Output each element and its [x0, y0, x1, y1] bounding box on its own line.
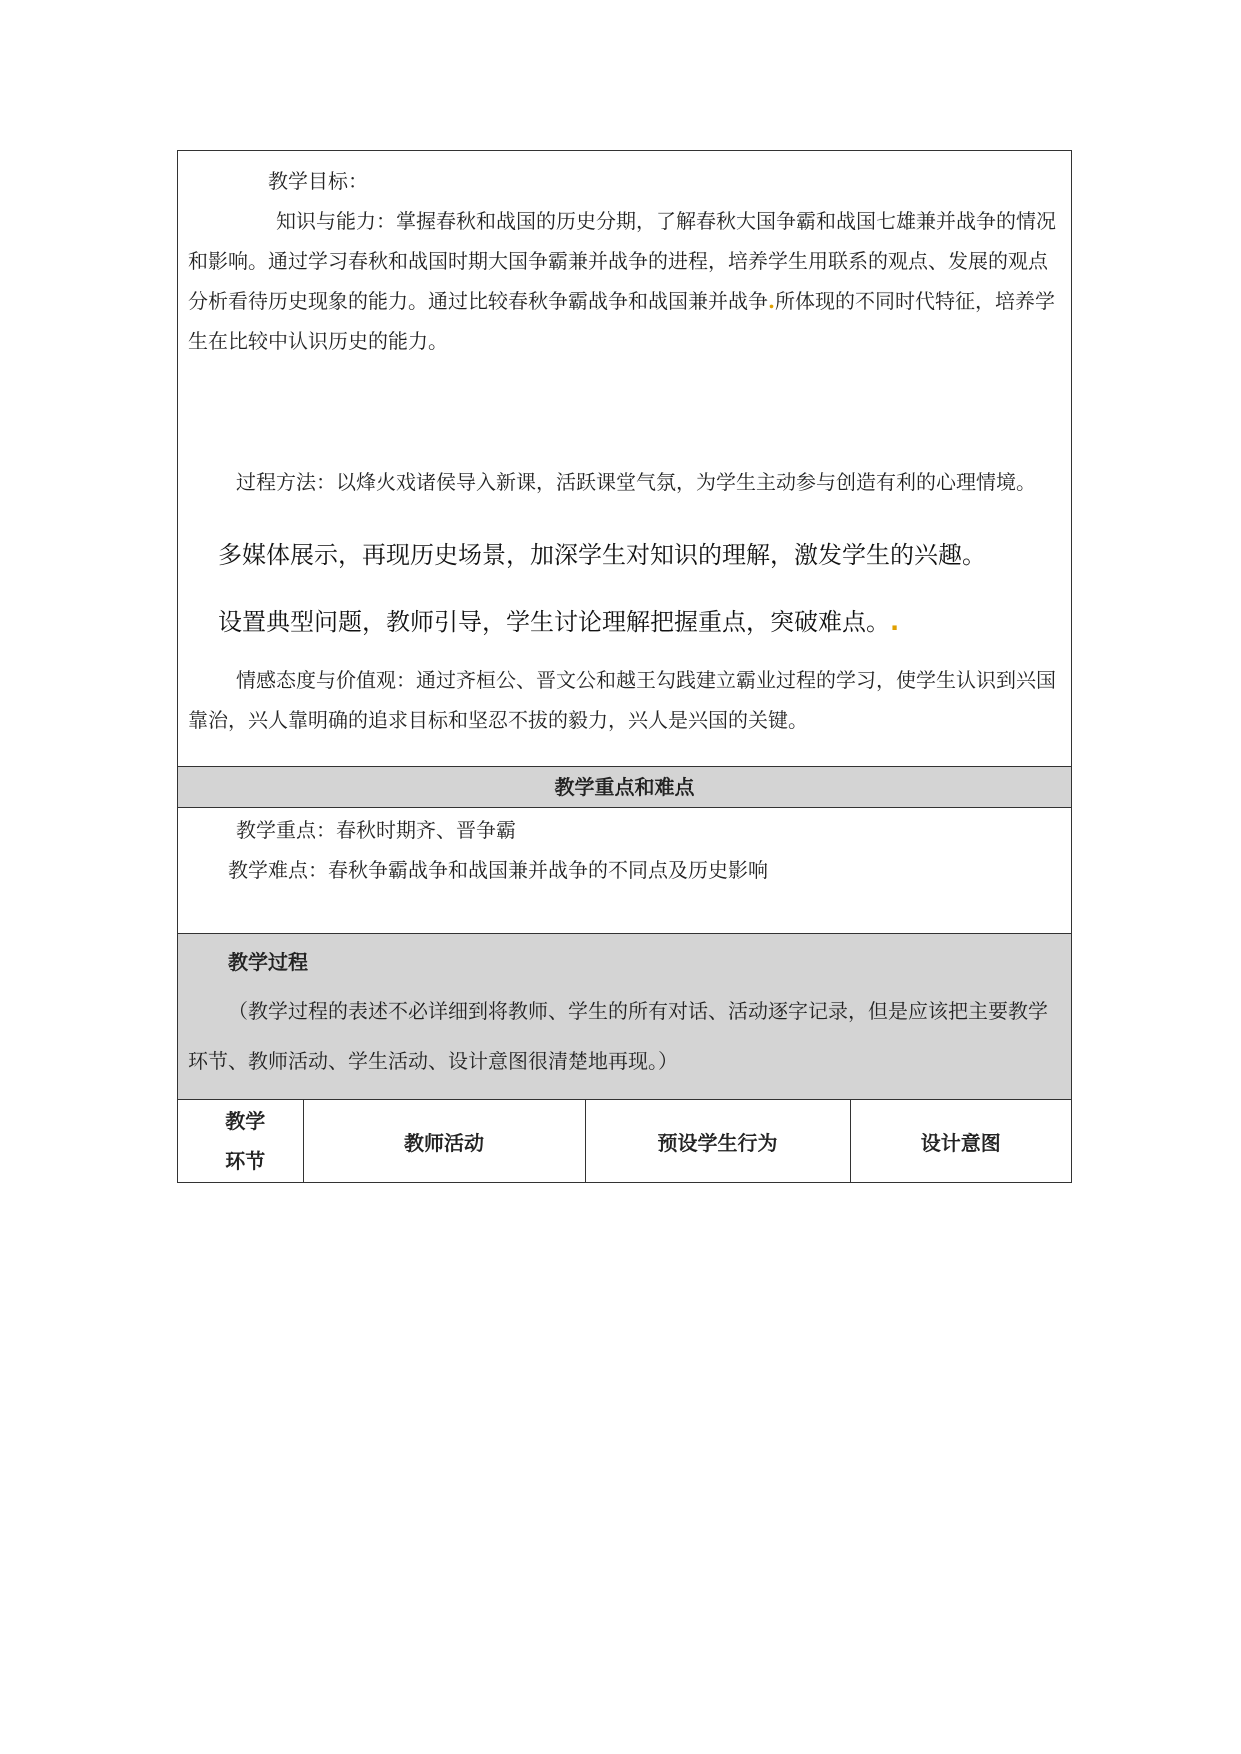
knowledge-dot: .: [768, 289, 775, 313]
column-stage: [178, 1100, 303, 1182]
column-stage-label: 教学环节: [225, 1109, 266, 1173]
multimedia-line-2-dot: .: [890, 608, 900, 636]
knowledge-text: 知识与能力：掌握春秋和战国的历史分期，了解春秋大国争霸和战国七雄兼并战争的情况和影响。通过学习春秋和战国时期大国争霸兼并战争的进程，培养学生用联系的观点、发展的观点分析看待历史现象的能力。通过比较春秋争霸战争和战国兼并战争: [188, 209, 1056, 313]
activity-columns: [178, 1100, 1071, 1182]
process-method-paragraph: 过程方法：以烽火戏诸侯导入新课，活跃课堂气氛，为学生主动参与创造有利的心理情境。: [236, 470, 1036, 494]
teaching-process-section: [177, 934, 1072, 1100]
teaching-process-title: 教学过程: [228, 950, 308, 974]
teaching-difficulty: 教学难点：春秋争霸战争和战国兼并战争的不同点及历史影响: [228, 858, 768, 882]
knowledge-ability-paragraph: [178, 201, 1071, 361]
lesson-plan-document: [177, 150, 1072, 1183]
multimedia-line-2: [178, 601, 1071, 644]
knowledge-text-tail: 所体现的不同时代特征，培养学生在比较中认识历史的能力。: [188, 289, 1055, 353]
objectives-section: [177, 150, 1072, 767]
teaching-focus: 教学重点：春秋时期齐、晋争霸: [236, 818, 516, 842]
column-student: 预设学生行为: [585, 1100, 850, 1182]
key-points-section: [177, 808, 1072, 934]
column-teacher: 教师活动: [303, 1100, 585, 1182]
objectives-heading: 教学目标：: [268, 169, 368, 193]
emotion-values-paragraph: 情感态度与价值观：通过齐桓公、晋文公和越王勾践建立霸业过程的学习，使学生认识到兴国靠治，兴人靠明确的追求目标和坚忍不拔的毅力，兴人是兴国的关键。: [188, 668, 1056, 732]
multimedia-line-1: 多媒体展示，再现历史场景，加深学生对知识的理解，激发学生的兴趣。: [218, 541, 986, 569]
teaching-process-note: （教学过程的表述不必详细到将教师、学生的所有对话、活动逐字记录，但是应该把主要教学环节、教师活动、学生活动、设计意图很清楚地再现。）: [188, 999, 1048, 1073]
activity-table-header: [177, 1100, 1072, 1183]
column-intent: 设计意图: [850, 1100, 1071, 1182]
key-points-header: 教学重点和难点: [177, 767, 1072, 808]
multimedia-line-2-text: 设置典型问题，教师引导，学生讨论理解把握重点，突破难点。: [218, 608, 890, 636]
